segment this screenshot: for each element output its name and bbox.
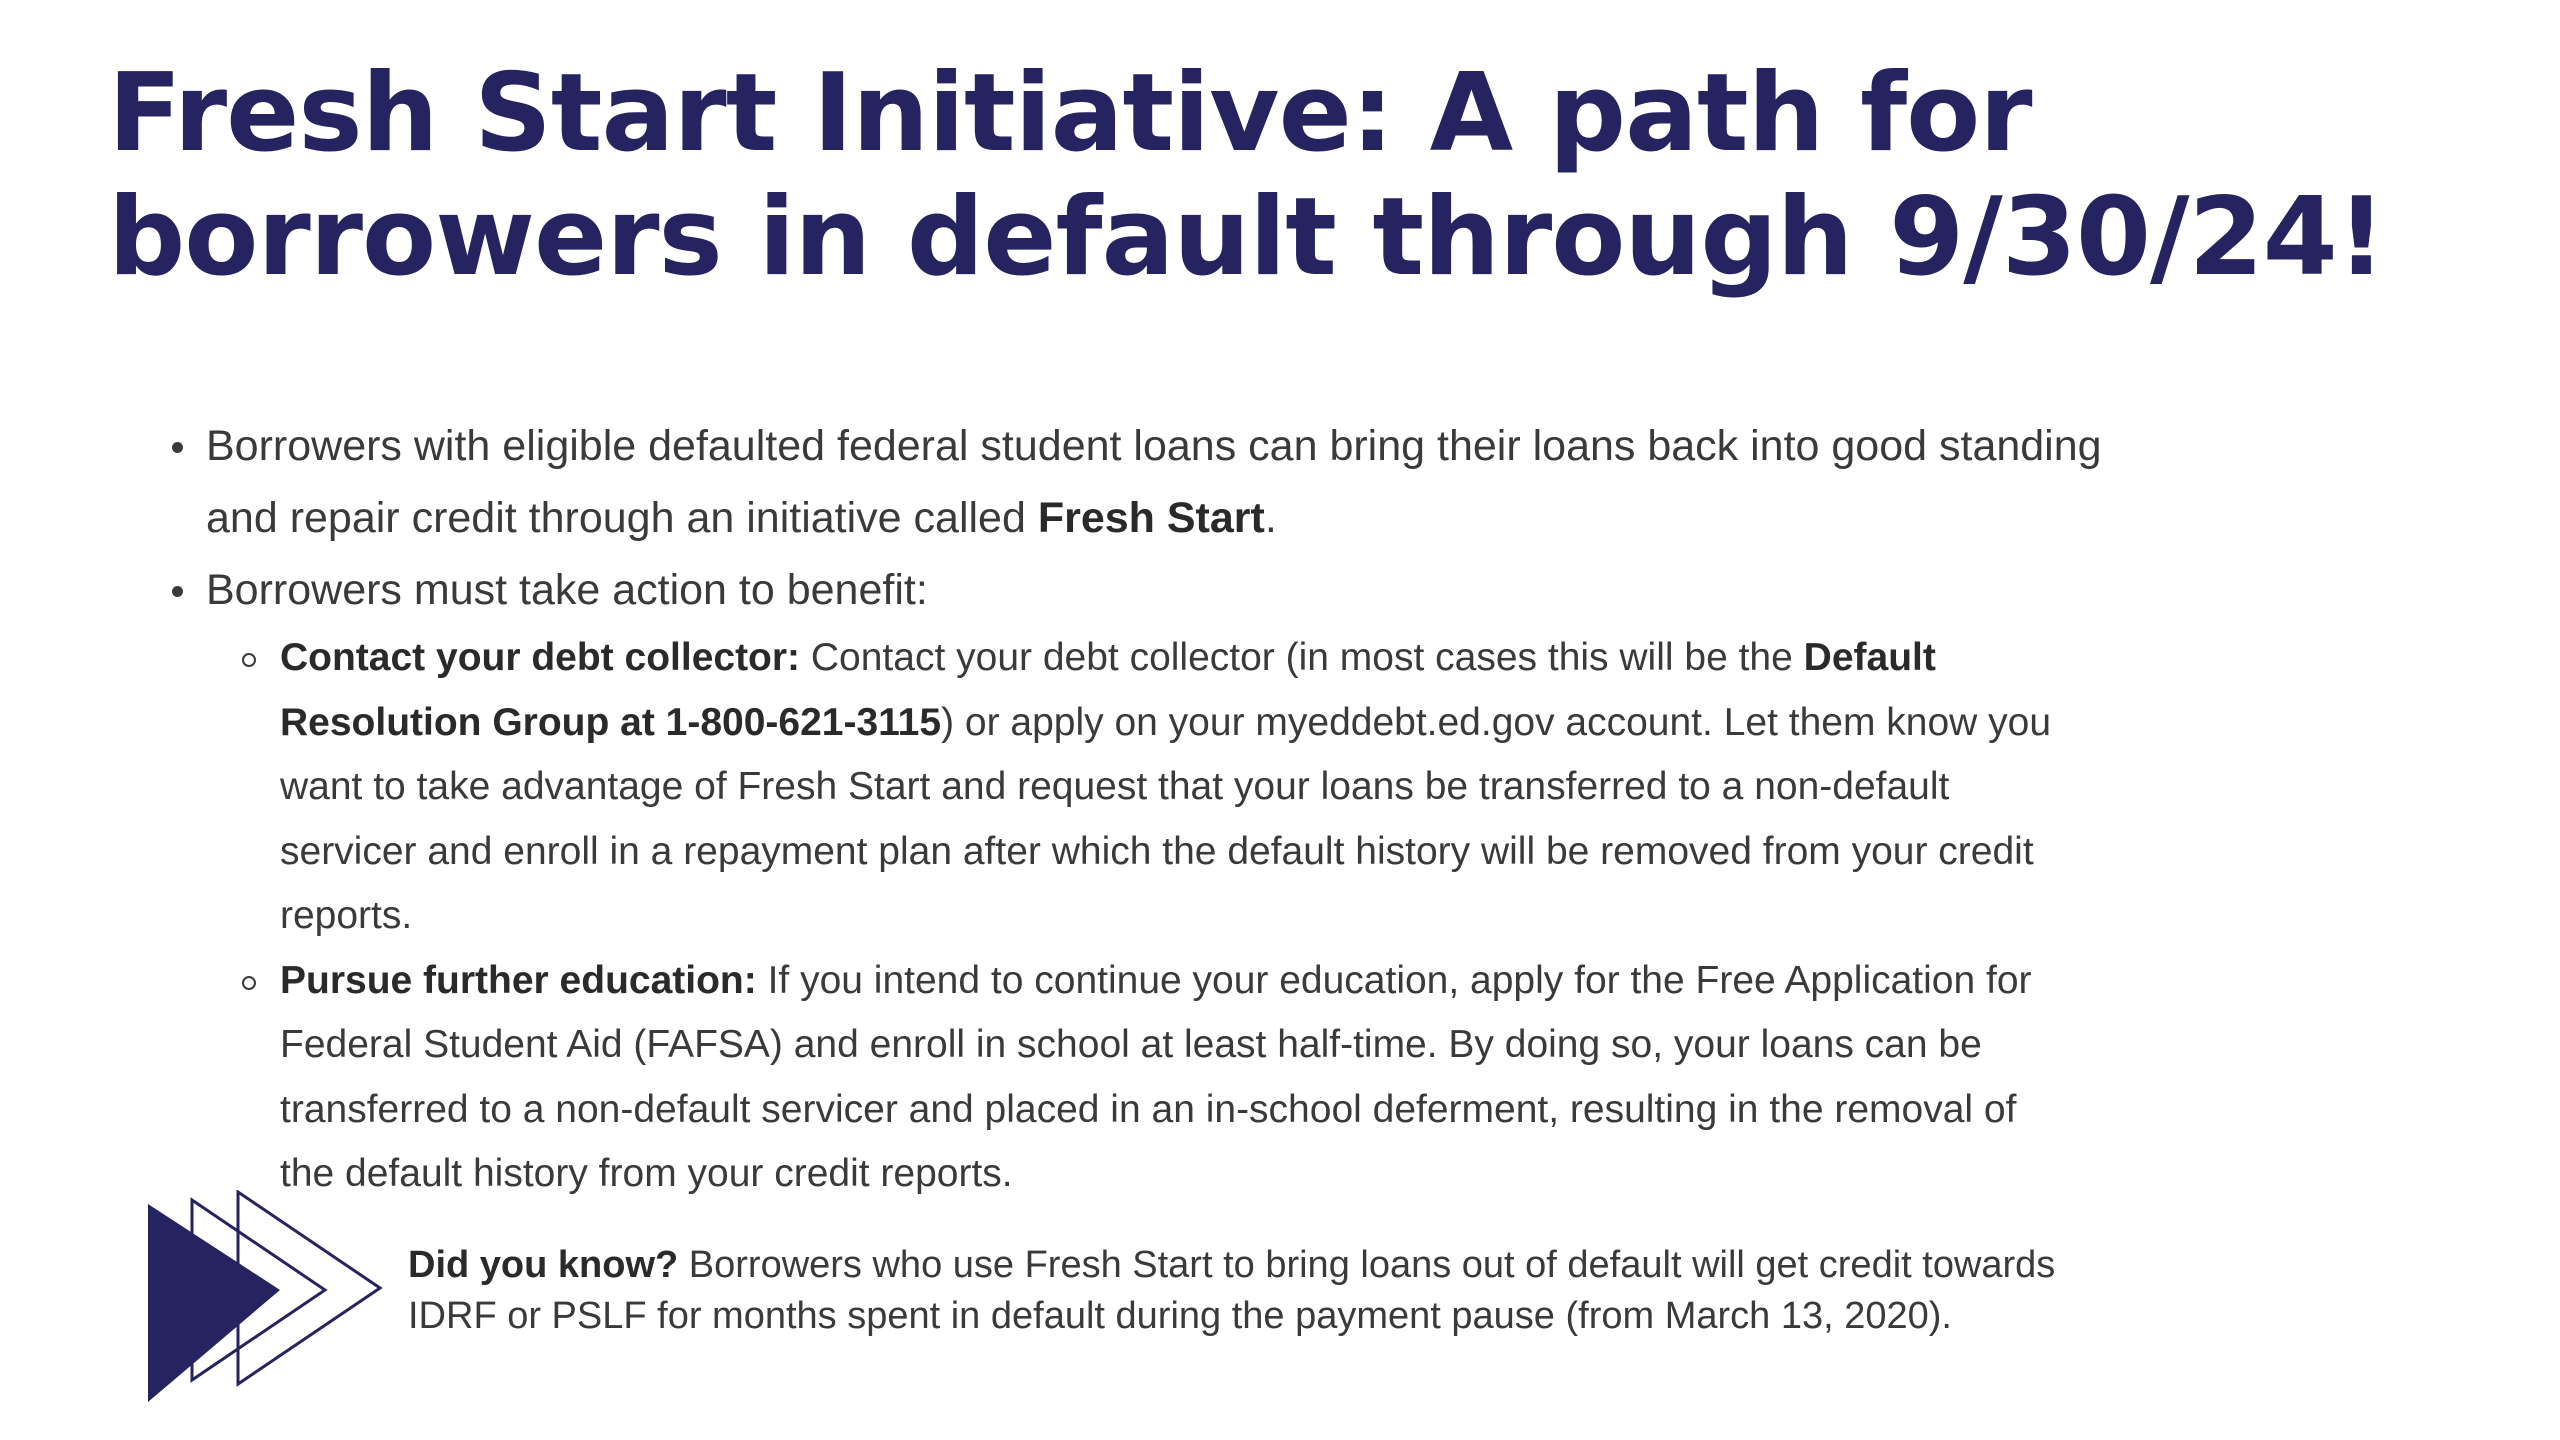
sub-item-further-education	[240, 949, 2065, 1207]
sub-item-heading: Contact your debt collector:	[280, 636, 801, 679]
triple-chevron-arrow-icon	[140, 1190, 390, 1410]
page-title	[108, 52, 2408, 300]
callout-body: Borrowers who use Fresh Start to bring loans out of default will get credit towards IDRF or PSLF for months spent in default during the payment pause (from March 13, 2020).	[408, 1244, 2056, 1337]
bullet-text: Borrowers must take action to benefit:	[206, 566, 928, 614]
sub-item-text-continued: ) or apply on your myeddebt.ed.gov account. Let them know you want to take advantage of Fresh Start and request that your loans be transferred to a non-default servicer and enroll in a repayment plan after which the default history will be removed from your credit reports.	[280, 700, 2052, 937]
chevron-solid-front	[148, 1204, 280, 1402]
callout-heading: Did you know?	[408, 1244, 679, 1286]
bullet-text: Borrowers with eligible defaulted federal student loans can bring their loans back into good standing and repair credit through an initiative called	[206, 422, 2102, 542]
did-you-know-callout	[408, 1240, 2128, 1342]
title-line-1: Fresh Start Initiative: A path for	[108, 51, 2032, 176]
bullet-bold-fresh-start: Fresh Start	[1037, 494, 1265, 542]
bullet-end: .	[1264, 494, 1277, 542]
sub-item-text: Contact your debt collector (in most cases this will be the	[800, 636, 1804, 679]
title-line-2: borrowers in default through 9/30/24!	[108, 175, 2385, 300]
sub-item-contact-collector	[240, 626, 2065, 949]
sub-item-text: If you intend to continue your education, apply for the Free Application for Federal Student Aid (FAFSA) and enroll in school at least half-time. By doing so, your loans can be transferred to a non-default servicer and placed in an in-school deferment, resulting in the removal of the default history from your credit reports.	[280, 958, 2032, 1195]
bullet-take-action	[166, 554, 2116, 626]
sub-item-heading: Pursue further education:	[280, 958, 757, 1002]
default-resolution-group-phone: Default Resolution Group at 1-800-621-3115	[280, 636, 1936, 744]
bullet-eligible-borrowers	[166, 410, 2116, 554]
action-sub-list	[166, 626, 2116, 1207]
bullet-list	[166, 410, 2116, 1207]
